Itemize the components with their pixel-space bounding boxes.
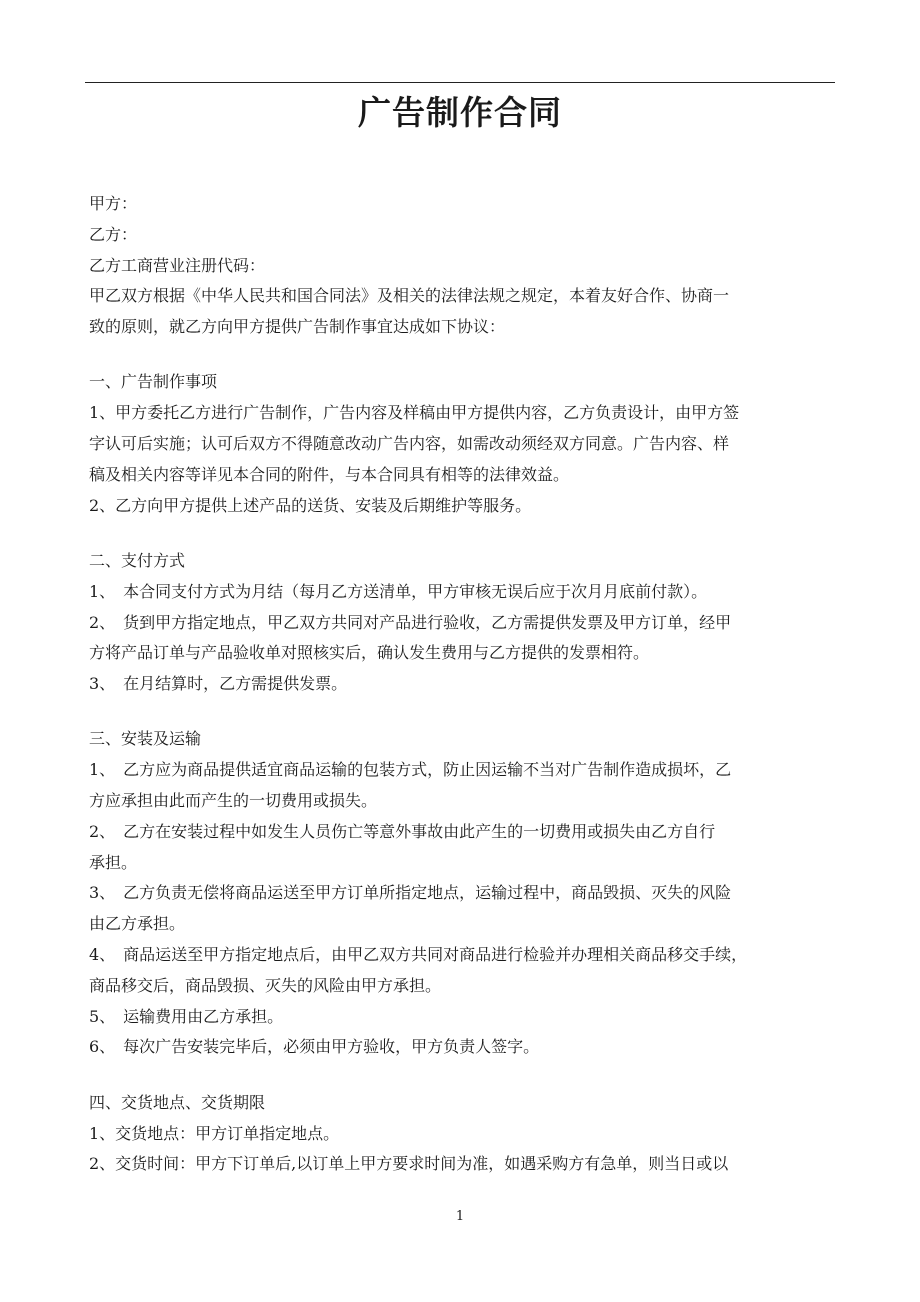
paragraph-gap <box>89 521 839 546</box>
text-line: 四、交货地点、交货期限 <box>89 1092 266 1112</box>
text-line: 1、交货地点：甲方订单指定地点。 <box>89 1123 340 1143</box>
text-line: 1、 乙方应为商品提供适宜商品运输的包装方式，防止因运输不当对广告制作造成损坏，乙 <box>89 760 732 780</box>
text-line: 乙方： <box>89 224 138 244</box>
text-line: 承担。 <box>89 852 138 872</box>
page-number: 1 <box>455 1209 465 1224</box>
text-line: 6、 每次广告安装完毕后，必须由甲方验收，甲方负责人签字。 <box>89 1037 540 1057</box>
paragraph-gap <box>89 343 839 368</box>
text-line: 2、 货到甲方指定地点，甲乙双方共同对产品进行验收，乙方需提供发票及甲方订单，经甲 <box>89 612 732 632</box>
text-line: 致的原则，就乙方向甲方提供广告制作事宜达成如下协议： <box>89 317 506 337</box>
text-line: 2、交货时间：甲方下订单后,以订单上甲方要求时间为准，如遇采购方有急单，则当日或以 <box>89 1154 729 1174</box>
text-line: 2、 乙方在安装过程中如发生人员伤亡等意外事故由此产生的一切费用或损失由乙方自行 <box>89 821 716 841</box>
text-line: 甲乙双方根据《中华人民共和国合同法》及相关的法律法规之规定，本着友好合作、协商一 <box>89 286 730 306</box>
text-line: 2、乙方向甲方提供上述产品的送货、安装及后期维护等服务。 <box>89 495 532 515</box>
text-line: 商品移交后，商品毁损、灭失的风险由甲方承担。 <box>89 975 442 995</box>
text-line: 1、甲方委托乙方进行广告制作，广告内容及样稿由甲方提供内容，乙方负责设计，由甲方签 <box>89 403 740 423</box>
text-line: 字认可后实施；认可后双方不得随意改动广告内容，如需改动须经双方同意。广告内容、样 <box>89 434 730 454</box>
text-line: 由乙方承担。 <box>89 914 186 934</box>
text-line: 3、 乙方负责无偿将商品运送至甲方订单所指定地点，运输过程中，商品毁损、灭失的风险 <box>89 883 732 903</box>
text-line: 3、 在月结算时，乙方需提供发票。 <box>89 674 348 694</box>
text-line: 方应承担由此而产生的一切费用或损失。 <box>89 791 378 811</box>
paragraph-gap <box>89 1063 839 1088</box>
text-line: 稿及相关内容等详见本合同的附件，与本合同具有相等的法律效益。 <box>89 464 570 484</box>
text-line: 甲方： <box>89 194 138 213</box>
text-line: 二、支付方式 <box>89 550 186 570</box>
text-line: 方将产品订单与产品验收单对照核实后，确认发生费用与乙方提供的发票相符。 <box>89 643 650 663</box>
document-title: 广告制作合同 <box>358 93 562 132</box>
text-line: 5、 运输费用由乙方承担。 <box>89 1006 284 1026</box>
text-line: 4、 商品运送至甲方指定地点后，由甲乙双方共同对商品进行检验并办理相关商品移交手续， <box>89 945 748 965</box>
text-line: 一、广告制作事项 <box>89 372 218 392</box>
text-line: 乙方工商营业注册代码： <box>89 255 266 275</box>
document-body <box>89 189 839 1180</box>
header-rule <box>85 82 835 83</box>
paragraph-gap <box>89 700 839 725</box>
text-line: 1、 本合同支付方式为月结（每月乙方送清单，甲方审核无误后应于次月月底前付款）。 <box>89 581 708 601</box>
text-line: 三、安装及运输 <box>89 729 202 749</box>
